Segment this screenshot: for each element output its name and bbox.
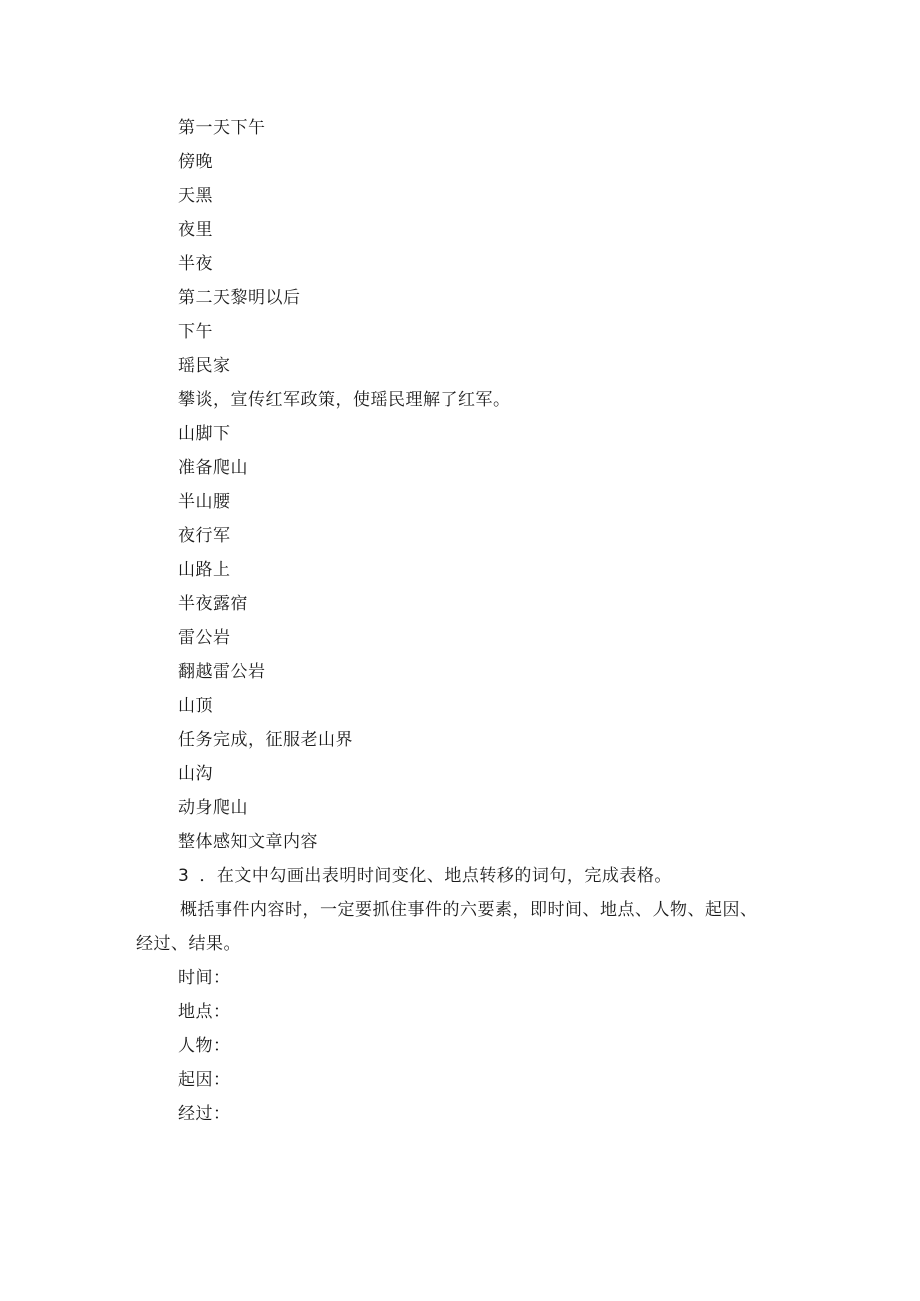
section-heading: 整体感知文章内容 bbox=[178, 832, 318, 852]
table-cell-place-2: 山脚下 bbox=[178, 424, 231, 444]
table-cell-place-5: 雷公岩 bbox=[178, 628, 231, 648]
table-cell-time-1: 第一天下午 bbox=[178, 118, 266, 138]
table-cell-event-5: 翻越雷公岩 bbox=[178, 662, 266, 682]
table-cell-event-1: 攀谈，宣传红军政策，使瑶民理解了红军。 bbox=[178, 390, 511, 410]
table-cell-time-6: 第二天黎明以后 bbox=[178, 288, 301, 308]
table-cell-event-2: 准备爬山 bbox=[178, 458, 248, 478]
table-cell-event-7: 动身爬山 bbox=[178, 798, 248, 818]
element-process-label: 经过： bbox=[178, 1104, 231, 1124]
paragraph-line-1: 概括事件内容时，一定要抓住事件的六要素，即时间、地点、人物、起因、 bbox=[180, 900, 758, 920]
table-cell-place-4: 山路上 bbox=[178, 560, 231, 580]
table-cell-time-7: 下午 bbox=[178, 322, 213, 342]
table-cell-time-5: 半夜 bbox=[178, 254, 213, 274]
element-place-label: 地点： bbox=[178, 1002, 231, 1022]
table-cell-place-6: 山顶 bbox=[178, 696, 213, 716]
element-cause-label: 起因： bbox=[178, 1070, 231, 1090]
question-3 bbox=[178, 864, 672, 888]
table-cell-place-3: 半山腰 bbox=[178, 492, 231, 512]
table-cell-place-7: 山沟 bbox=[178, 764, 213, 784]
table-cell-event-3: 夜行军 bbox=[178, 526, 231, 546]
question-text: ．在文中勾画出表明时间变化、地点转移的词句，完成表格。 bbox=[199, 866, 672, 886]
table-cell-time-2: 傍晚 bbox=[178, 152, 213, 172]
table-cell-event-6: 任务完成，征服老山界 bbox=[178, 730, 353, 750]
element-time-label: 时间： bbox=[178, 968, 231, 988]
paragraph-line-2: 经过、结果。 bbox=[136, 934, 241, 954]
table-cell-event-4: 半夜露宿 bbox=[178, 594, 248, 614]
table-cell-time-4: 夜里 bbox=[178, 220, 213, 240]
table-cell-time-3: 天黑 bbox=[178, 186, 213, 206]
question-number: 3 bbox=[178, 866, 190, 886]
table-cell-place-1: 瑶民家 bbox=[178, 356, 231, 376]
element-people-label: 人物： bbox=[178, 1036, 231, 1056]
